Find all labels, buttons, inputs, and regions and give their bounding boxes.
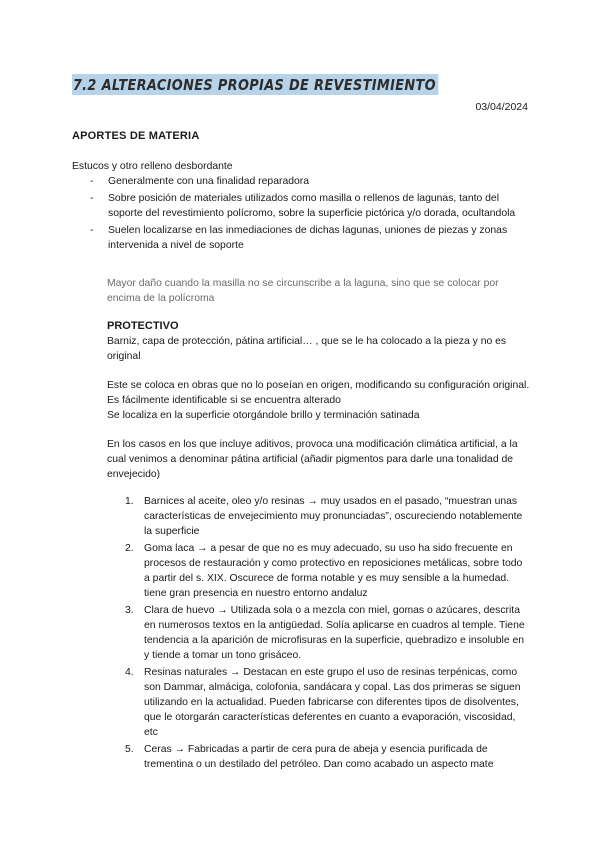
list-number: 4.: [125, 667, 134, 678]
list-item-text: Resinas naturales → Destacan en este grupo el uso de resinas terpénicas, como son Dammar, almáciga, colofonia, sandácara y copal. Las dos primeras se siguen utilizando en la actualidad. Pueden fabricarse con diferentes tipos de disolventes, que le otorgarán características deferentes en cuanto a evaporación, viscosidad, etc: [144, 667, 521, 738]
bullet-item: - Sobre posición de materiales utilizados como masilla o rellenos de lagunas, tanto del soporte del revestimiento polícromo, sobre la superficie pictórica y/o dorada, ocultandola: [90, 191, 530, 221]
bullet-list: [90, 174, 530, 255]
list-number: 5.: [125, 744, 134, 755]
paragraph-line: Se localiza en la superficie otorgándole brillo y terminación satinada: [107, 410, 420, 421]
list-item: [125, 494, 525, 539]
list-item: [125, 665, 525, 740]
section-heading-protectivo: PROTECTIVO: [107, 320, 179, 332]
list-number: 2.: [125, 543, 134, 554]
list-number: 1.: [125, 496, 134, 507]
numbered-list: [125, 494, 525, 774]
list-item-text: Barnices al aceite, oleo y/o resinas → muy usados en el pasado, “muestran unas características de envejecimiento muy pronunciadas”, oscureciendo notablemente la superficie: [144, 496, 523, 537]
list-item: [125, 742, 525, 772]
list-item-text: Goma laca → a pesar de que no es muy adecuado, su uso ha sido frecuente en procesos de restauración y como protectivo en reposiciones metálicas, sobre todo a partir del s. XIX. Oscurece de forma notable y es muy sensible a la humedad. tiene gran presencia en nuestro entorno andaluz: [144, 543, 523, 599]
document-date: 03/04/2024: [475, 101, 528, 113]
list-item-text: Clara de huevo → Utilizada sola o a mezcla con miel, gomas o azúcares, descrita en numerosos textos en la antigüedad. Solía aplicarse en cuadros al temple. Tiene tendencia a la aparición de microfisuras en la superficie, quebradizo e insoluble en y tiende a tomar un tono grisáceo.: [144, 605, 525, 661]
list-number: 3.: [125, 605, 134, 616]
list-item: [125, 541, 525, 601]
paragraph-line: Este se coloca en obras que no lo poseían en origen, modificando su configuración original. Es fácilmente identificable si se encuentra alterado: [107, 380, 530, 406]
list-item-text: Ceras → Fabricadas a partir de cera pura de abeja y esencia purificada de trementina o un destilado del petróleo. Dan como acabado un aspecto mate: [144, 744, 494, 770]
section-heading-aportes: APORTES DE MATERIA: [72, 130, 200, 142]
gray-note: Mayor daño cuando la masilla no se circunscribe a la laguna, sino que se colocar por encima de la polícroma: [107, 278, 499, 304]
paragraph-additives: En los casos en los que incluye aditivos, provoca una modificación climática artificial, a la cual venimos a denominar pátina artificial (añadir pigmentos para darle una tonalidad de envejecido): [107, 439, 518, 480]
bullet-item: - Suelen localizarse en las inmediaciones de dichas lagunas, uniones de piezas y zonas intervenida a nivel de soporte: [90, 223, 530, 253]
section-intro: Estucos y otro relleno desbordante: [72, 161, 233, 172]
paragraph-origin: [107, 378, 532, 423]
paragraph-definition: Barniz, capa de protección, pátina artificial… , que se le ha colocado a la pieza y no es original: [107, 336, 507, 362]
list-item: [125, 603, 525, 663]
bullet-item: - Generalmente con una finalidad reparadora: [90, 174, 530, 189]
page-title: 7.2 ALTERACIONES PROPIAS DE REVESTIMIENTO: [72, 74, 439, 95]
